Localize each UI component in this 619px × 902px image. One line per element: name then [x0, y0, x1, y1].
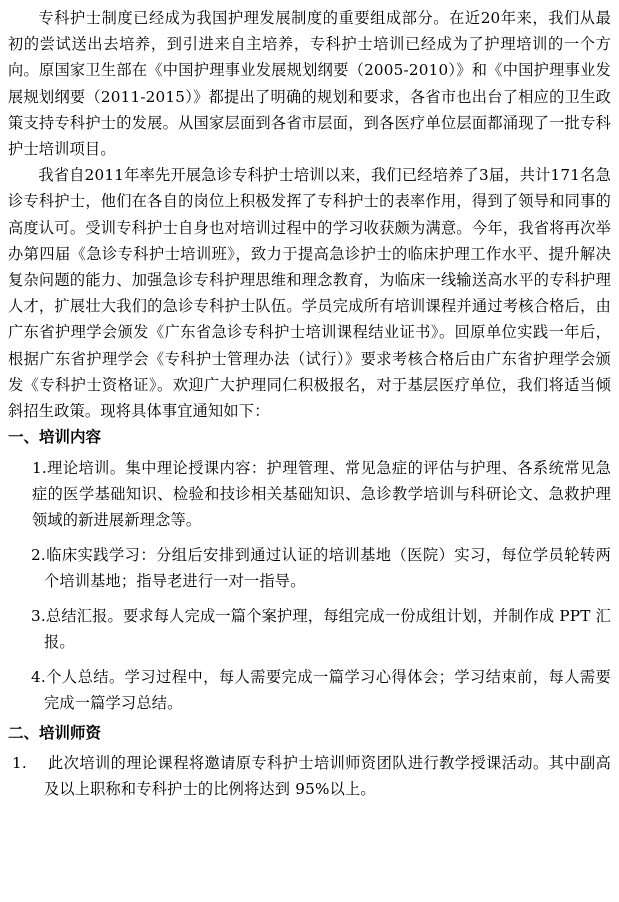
section-heading-training-content: 一、培训内容 — [8, 428, 102, 447]
section-heading-training-faculty: 二、培训师资 — [8, 724, 102, 743]
list-item-text: 理论培训。集中理论授课内容：护理管理、常见急症的评估与护理、各系统常见急症的医学基础知识、检验和技诊相关基础知识、急诊教学培训与科研论文、急救护理领域的新进展新理念等。 — [32, 459, 611, 530]
list-item-number: 1. — [12, 754, 27, 773]
list-item-personal-summary — [8, 659, 611, 720]
list-item-text: 此次培训的理论课程将邀请原专科护士培训师资团队进行教学授课活动。其中副高及以上职称和专科护士的比例将达到 95%以上。 — [44, 754, 611, 799]
list-item-number: 1. — [32, 459, 47, 478]
list-item-summary-report — [8, 598, 611, 659]
list-item-number: 2. — [31, 546, 46, 565]
list-item-text: 总结汇报。要求每人完成一篇个案护理，每组完成一份成组计划，并制作成 PPT 汇报。 — [44, 607, 611, 652]
list-item-text: 临床实践学习：分组后安排到通过认证的培训基地（医院）实习，每位学员轮转两个培训基地；指导老进行一对一指导。 — [44, 546, 611, 591]
list-item-clinical-practice — [8, 537, 611, 598]
list-item-faculty — [8, 746, 611, 806]
list-item-theory-training — [8, 450, 611, 537]
list-item-number: 4. — [31, 668, 46, 687]
intro-paragraph-2: 我省自2011年率先开展急诊专科护士培训以来，我们已经培养了3届，共计171名急诊专科护士，他们在各自的岗位上积极发挥了专科护士的表率作用，得到了领导和同事的高度认可。受训专科护士自身也对培训过程中的学习收获颇为满意。今年，我省将再次举办第四届《急诊专科护士培训班》，致力于提高急诊护士的临床护理工作水平、提升解决复杂问题的能力、加强急诊专科护理思维和理念教育，为临床一线输送高水平的专科护理人才，扩展壮大我们的急诊专科护士队伍。学员完成所有培训课程并通过考核合格后，由广东省护理学会颁发《广东省急诊专科护士培训课程结业证书》。回原单位实践一年后，根据广东省护理学会《专科护士管理办法（试行）》要求考核合格后由广东省护理学会颁发《专科护士资格证》。欢迎广大护理同仁积极报名，对于基层医疗单位，我们将适当倾斜招生政策。现将具体事宜通知如下： — [8, 166, 611, 421]
intro-paragraph-1: 专科护士制度已经成为我国护理发展制度的重要组成部分。在近20年来，我们从最初的尝试送出去培养，到引进来自主培养，专科护士培训已经成为了护理培训的一个方向。原国家卫生部在《中国护理事业发展规划纲要（2005-2010）》和《中国护理事业发展规划纲要（2011-2015）》都提出了明确的规划和要求，各省市也出台了相应的卫生政策支持专科护士的发展。从国家层面到各省市层面，到各医疗单位层面都涌现了一批专科护士培训项目。 — [8, 9, 611, 159]
list-item-text: 个人总结。学习过程中，每人需要完成一篇学习心得体会；学习结束前，每人需要完成一篇学习总结。 — [44, 668, 611, 713]
list-item-number: 3. — [31, 607, 46, 626]
